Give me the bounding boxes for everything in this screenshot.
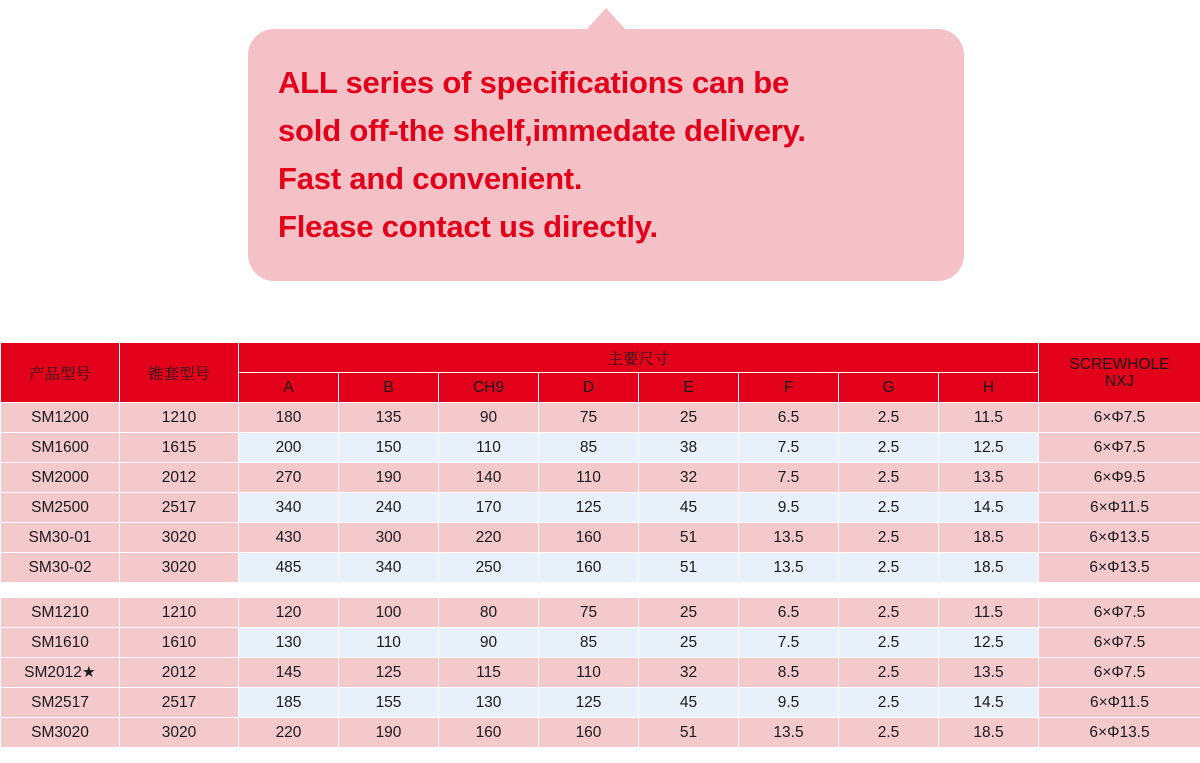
- cell-dim-h: 13.5: [939, 658, 1039, 688]
- cell-dim-b: 135: [339, 403, 439, 433]
- cell-dim-d: 125: [539, 688, 639, 718]
- cell-dim-e: 51: [639, 523, 739, 553]
- header-main-dimensions: 主要尺寸: [239, 343, 1039, 373]
- cell-screwhole: 6×Φ7.5: [1039, 403, 1200, 433]
- cell-dim-ch9: 90: [439, 628, 539, 658]
- table-row: [1, 598, 1200, 628]
- cell-dim-g: 2.5: [839, 493, 939, 523]
- callout-tail-icon: [586, 8, 626, 30]
- cell-dim-e: 32: [639, 658, 739, 688]
- callout-line-4: Flease contact us directly.: [278, 209, 658, 244]
- cell-taper-bush: 2012: [120, 658, 239, 688]
- cell-taper-bush: 2012: [120, 463, 239, 493]
- cell-dim-h: 12.5: [939, 433, 1039, 463]
- cell-dim-d: 160: [539, 523, 639, 553]
- cell-dim-ch9: 250: [439, 553, 539, 583]
- cell-dim-g: 2.5: [839, 523, 939, 553]
- table-row: [1, 463, 1200, 493]
- cell-dim-ch9: 80: [439, 598, 539, 628]
- cell-dim-f: 8.5: [739, 658, 839, 688]
- cell-product-model: SM1600: [1, 433, 120, 463]
- cell-dim-g: 2.5: [839, 403, 939, 433]
- header-dim-h: H: [939, 373, 1039, 403]
- cell-product-model: SM2500: [1, 493, 120, 523]
- cell-product-model: SM1610: [1, 628, 120, 658]
- cell-dim-f: 7.5: [739, 433, 839, 463]
- cell-dim-f: 6.5: [739, 598, 839, 628]
- table-row: [1, 493, 1200, 523]
- cell-screwhole: 6×Φ13.5: [1039, 553, 1200, 583]
- cell-dim-a: 200: [239, 433, 339, 463]
- cell-screwhole: 6×Φ13.5: [1039, 718, 1200, 748]
- header-dim-g: G: [839, 373, 939, 403]
- cell-taper-bush: 1610: [120, 628, 239, 658]
- cell-dim-h: 13.5: [939, 463, 1039, 493]
- cell-dim-f: 13.5: [739, 718, 839, 748]
- cell-dim-b: 190: [339, 463, 439, 493]
- cell-dim-a: 270: [239, 463, 339, 493]
- header-dim-e: E: [639, 373, 739, 403]
- cell-dim-g: 2.5: [839, 718, 939, 748]
- cell-screwhole: 6×Φ13.5: [1039, 523, 1200, 553]
- cell-product-model: SM1210: [1, 598, 120, 628]
- cell-dim-e: 32: [639, 463, 739, 493]
- cell-dim-ch9: 140: [439, 463, 539, 493]
- table-row: [1, 433, 1200, 463]
- header-dim-b: B: [339, 373, 439, 403]
- cell-dim-b: 300: [339, 523, 439, 553]
- callout-box: [248, 29, 964, 281]
- header-screwhole: [1039, 343, 1200, 403]
- cell-dim-h: 18.5: [939, 523, 1039, 553]
- cell-dim-b: 125: [339, 658, 439, 688]
- cell-dim-d: 125: [539, 493, 639, 523]
- cell-dim-f: 9.5: [739, 493, 839, 523]
- header-dim-f: F: [739, 373, 839, 403]
- cell-taper-bush: 3020: [120, 553, 239, 583]
- cell-dim-e: 51: [639, 718, 739, 748]
- cell-dim-h: 18.5: [939, 718, 1039, 748]
- cell-product-model: SM30-01: [1, 523, 120, 553]
- table-row: [1, 658, 1200, 688]
- cell-screwhole: 6×Φ7.5: [1039, 433, 1200, 463]
- callout-line-2: sold off-the shelf,immedate delivery.: [278, 113, 806, 148]
- specification-table: [0, 342, 1200, 748]
- cell-taper-bush: 1210: [120, 403, 239, 433]
- cell-dim-h: 11.5: [939, 403, 1039, 433]
- cell-dim-b: 240: [339, 493, 439, 523]
- cell-dim-a: 485: [239, 553, 339, 583]
- cell-dim-d: 85: [539, 628, 639, 658]
- cell-dim-a: 430: [239, 523, 339, 553]
- cell-product-model: SM2000: [1, 463, 120, 493]
- cell-dim-a: 120: [239, 598, 339, 628]
- cell-dim-f: 9.5: [739, 688, 839, 718]
- cell-product-model: SM3020: [1, 718, 120, 748]
- cell-dim-d: 110: [539, 463, 639, 493]
- cell-dim-ch9: 110: [439, 433, 539, 463]
- cell-dim-a: 220: [239, 718, 339, 748]
- cell-dim-g: 2.5: [839, 433, 939, 463]
- table-row: [1, 553, 1200, 583]
- cell-dim-a: 145: [239, 658, 339, 688]
- cell-dim-e: 25: [639, 628, 739, 658]
- table-header-row-1: [1, 343, 1200, 373]
- table-row: [1, 628, 1200, 658]
- header-dim-ch9: CH9: [439, 373, 539, 403]
- cell-screwhole: 6×Φ7.5: [1039, 598, 1200, 628]
- cell-dim-g: 2.5: [839, 598, 939, 628]
- table-head: [1, 343, 1200, 403]
- cell-screwhole: 6×Φ11.5: [1039, 493, 1200, 523]
- cell-dim-b: 100: [339, 598, 439, 628]
- cell-dim-h: 12.5: [939, 628, 1039, 658]
- cell-dim-h: 11.5: [939, 598, 1039, 628]
- cell-dim-g: 2.5: [839, 688, 939, 718]
- cell-dim-g: 2.5: [839, 553, 939, 583]
- cell-dim-h: 14.5: [939, 688, 1039, 718]
- cell-dim-ch9: 90: [439, 403, 539, 433]
- cell-dim-ch9: 170: [439, 493, 539, 523]
- cell-dim-b: 340: [339, 553, 439, 583]
- cell-screwhole: 6×Φ7.5: [1039, 658, 1200, 688]
- cell-dim-f: 7.5: [739, 628, 839, 658]
- cell-dim-h: 14.5: [939, 493, 1039, 523]
- cell-dim-d: 160: [539, 718, 639, 748]
- cell-dim-ch9: 130: [439, 688, 539, 718]
- table-row: [1, 403, 1200, 433]
- cell-dim-a: 185: [239, 688, 339, 718]
- cell-dim-f: 7.5: [739, 463, 839, 493]
- cell-dim-f: 13.5: [739, 523, 839, 553]
- cell-screwhole: 6×Φ7.5: [1039, 628, 1200, 658]
- cell-dim-d: 110: [539, 658, 639, 688]
- cell-product-model: SM30-02: [1, 553, 120, 583]
- cell-dim-d: 85: [539, 433, 639, 463]
- cell-dim-d: 75: [539, 403, 639, 433]
- cell-dim-b: 155: [339, 688, 439, 718]
- header-product-model: 产品型号: [1, 343, 120, 403]
- cell-dim-g: 2.5: [839, 463, 939, 493]
- table-row: [1, 523, 1200, 553]
- cell-dim-e: 45: [639, 688, 739, 718]
- cell-dim-g: 2.5: [839, 628, 939, 658]
- cell-dim-e: 25: [639, 403, 739, 433]
- cell-dim-ch9: 160: [439, 718, 539, 748]
- cell-taper-bush: 3020: [120, 718, 239, 748]
- cell-dim-ch9: 115: [439, 658, 539, 688]
- cell-dim-g: 2.5: [839, 658, 939, 688]
- cell-dim-f: 13.5: [739, 553, 839, 583]
- table-group-spacer: [1, 583, 1200, 598]
- cell-dim-b: 190: [339, 718, 439, 748]
- callout-line-3: Fast and convenient.: [278, 161, 583, 196]
- header-taper-bush: 锥套型号: [120, 343, 239, 403]
- cell-product-model: SM2517: [1, 688, 120, 718]
- cell-dim-a: 130: [239, 628, 339, 658]
- table-body: [1, 403, 1200, 748]
- cell-dim-a: 180: [239, 403, 339, 433]
- cell-dim-d: 160: [539, 553, 639, 583]
- cell-dim-e: 45: [639, 493, 739, 523]
- cell-dim-d: 75: [539, 598, 639, 628]
- table-row: [1, 688, 1200, 718]
- callout-line-1: ALL series of specifications can be: [278, 65, 789, 100]
- cell-dim-a: 340: [239, 493, 339, 523]
- header-dim-d: D: [539, 373, 639, 403]
- cell-dim-ch9: 220: [439, 523, 539, 553]
- spacer-cell: [1, 583, 1200, 598]
- cell-dim-f: 6.5: [739, 403, 839, 433]
- cell-dim-b: 150: [339, 433, 439, 463]
- cell-taper-bush: 1210: [120, 598, 239, 628]
- cell-screwhole: 6×Φ9.5: [1039, 463, 1200, 493]
- cell-taper-bush: 2517: [120, 688, 239, 718]
- cell-dim-b: 110: [339, 628, 439, 658]
- cell-dim-e: 38: [639, 433, 739, 463]
- cell-product-model: SM1200: [1, 403, 120, 433]
- cell-dim-e: 51: [639, 553, 739, 583]
- table-row: [1, 718, 1200, 748]
- header-screwhole-line1: SCREWHOLE: [1069, 355, 1170, 373]
- cell-screwhole: 6×Φ11.5: [1039, 688, 1200, 718]
- cell-dim-h: 18.5: [939, 553, 1039, 583]
- cell-taper-bush: 1615: [120, 433, 239, 463]
- cell-taper-bush: 3020: [120, 523, 239, 553]
- cell-dim-e: 25: [639, 598, 739, 628]
- cell-taper-bush: 2517: [120, 493, 239, 523]
- header-screwhole-line2: NXJ: [1104, 372, 1135, 390]
- header-dim-a: A: [239, 373, 339, 403]
- cell-product-model: SM2012★: [1, 658, 120, 688]
